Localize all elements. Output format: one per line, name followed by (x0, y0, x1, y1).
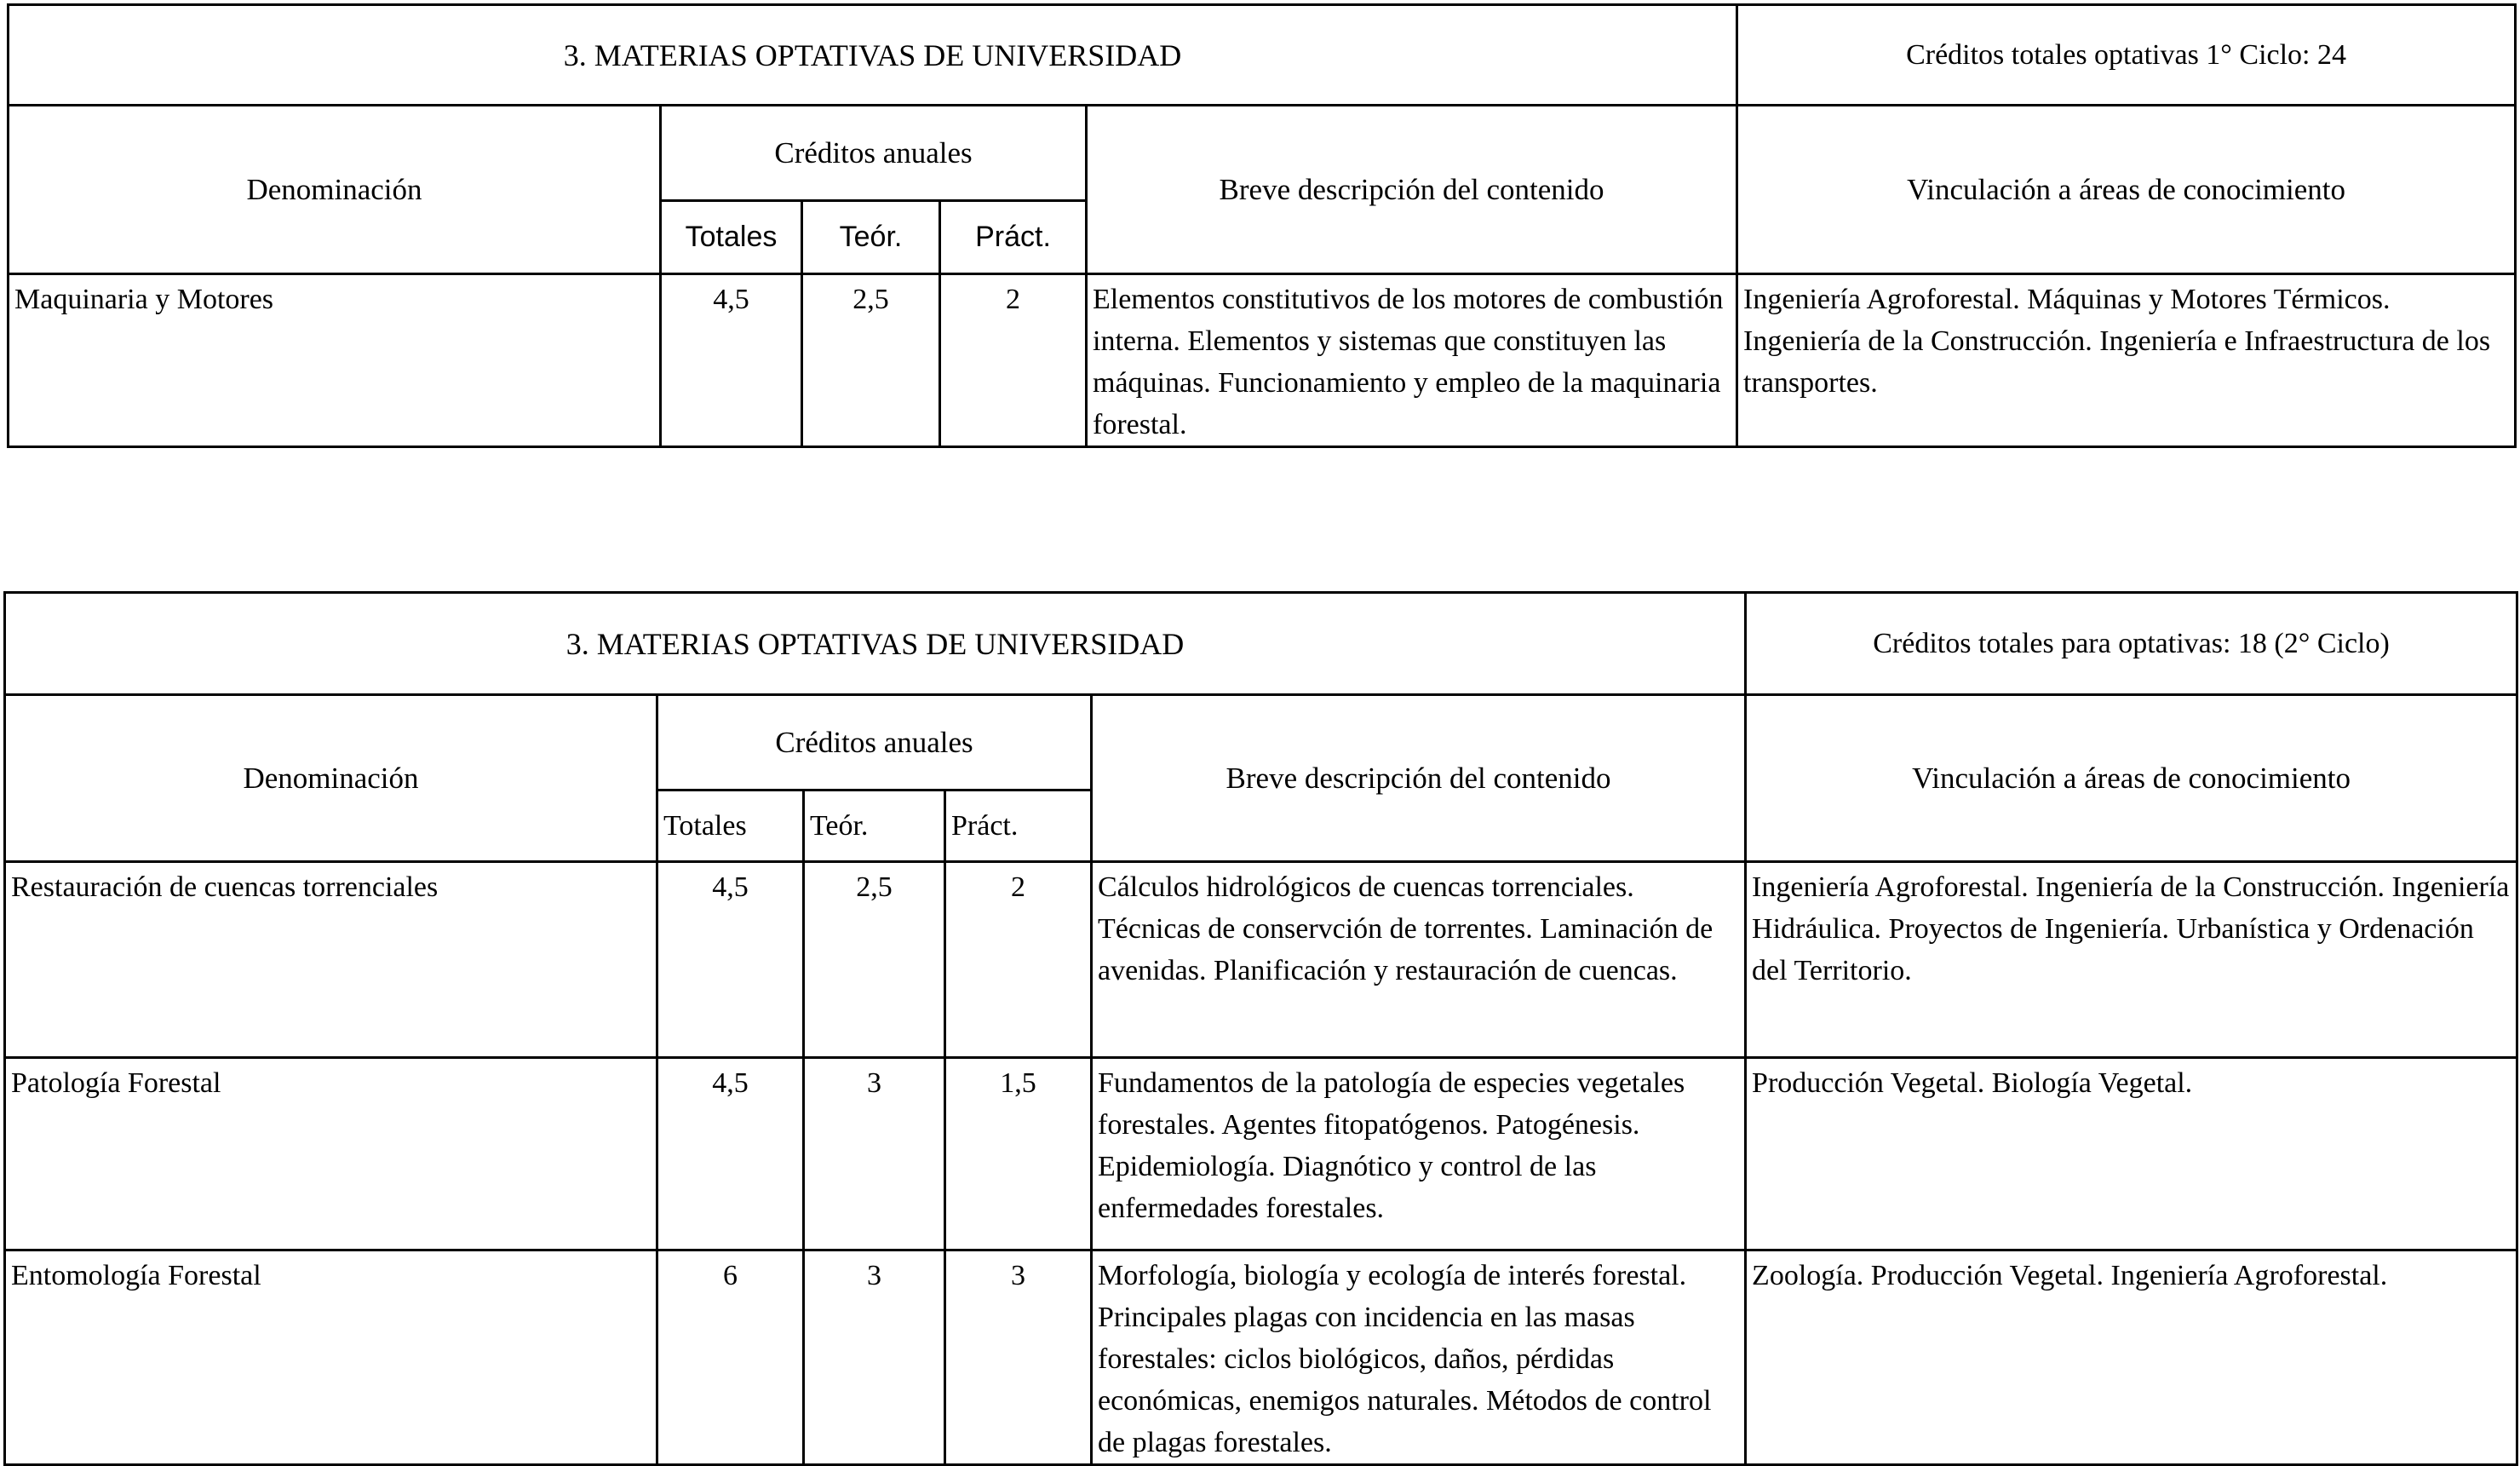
header-vinculacion: Vinculación a áreas de conocimiento (1737, 106, 2516, 274)
knowledge-areas: Producción Vegetal. Biología Vegetal. (1746, 1058, 2517, 1250)
credits-teor: 3 (804, 1058, 945, 1250)
table-row (5, 1250, 2517, 1465)
knowledge-areas: Ingeniería Agroforestal. Máquinas y Motores Térmicos. Ingeniería de la Construcción. Ingeniería e Infraestructura de los transportes. (1737, 274, 2516, 447)
header-totales: Totales (657, 790, 804, 862)
section-title: 3. MATERIAS OPTATIVAS DE UNIVERSIDAD (9, 5, 1737, 106)
subject-name: Maquinaria y Motores (9, 274, 661, 447)
header-creditos-anuales: Créditos anuales (657, 695, 1092, 790)
content-description: Morfología, biología y ecología de interés forestal. Principales plagas con incidencia en las masas forestales: ciclos biológicos, daños, pérdidas económicas, enemigos naturales. Métodos de control de plagas forestales. (1092, 1250, 1746, 1465)
credits-totales: 4,5 (657, 1058, 804, 1250)
header-denominacion: Denominación (5, 695, 657, 862)
table-row (9, 274, 2516, 447)
header-teor: Teór. (802, 201, 940, 274)
credits-pract: 2 (945, 862, 1092, 1058)
total-credits-label: Créditos totales para optativas: 18 (2° Ciclo) (1746, 593, 2517, 695)
credits-teor: 3 (804, 1250, 945, 1465)
optativas-primer-ciclo-table (7, 3, 2517, 448)
knowledge-areas: Ingeniería Agroforestal. Ingeniería de la Construcción. Ingeniería Hidráulica. Proyectos de Ingeniería. Urbanística y Ordenación del Territorio. (1746, 862, 2517, 1058)
header-descripcion: Breve descripción del contenido (1092, 695, 1746, 862)
table-row (5, 862, 2517, 1058)
credits-teor: 2,5 (804, 862, 945, 1058)
header-teor: Teór. (804, 790, 945, 862)
header-pract: Práct. (940, 201, 1087, 274)
content-description: Fundamentos de la patología de especies vegetales forestales. Agentes fitopatógenos. Patogénesis. Epidemiología. Diagnótico y control de las enfermedades forestales. (1092, 1058, 1746, 1250)
credits-teor: 2,5 (802, 274, 940, 447)
total-credits-label: Créditos totales optativas 1° Ciclo: 24 (1737, 5, 2516, 106)
credits-totales: 4,5 (657, 862, 804, 1058)
knowledge-areas: Zoología. Producción Vegetal. Ingeniería Agroforestal. (1746, 1250, 2517, 1465)
header-vinculacion: Vinculación a áreas de conocimiento (1746, 695, 2517, 862)
credits-pract: 2 (940, 274, 1087, 447)
table-row (5, 1058, 2517, 1250)
credits-totales: 6 (657, 1250, 804, 1465)
header-totales: Totales (661, 201, 802, 274)
content-description: Cálculos hidrológicos de cuencas torrenciales. Técnicas de conservción de torrentes. Laminación de avenidas. Planificación y restauración de cuencas. (1092, 862, 1746, 1058)
credits-pract: 1,5 (945, 1058, 1092, 1250)
credits-totales: 4,5 (661, 274, 802, 447)
header-denominacion: Denominación (9, 106, 661, 274)
header-creditos-anuales: Créditos anuales (661, 106, 1087, 201)
optativas-segundo-ciclo-table (3, 591, 2518, 1466)
subject-name: Patología Forestal (5, 1058, 657, 1250)
subject-name: Entomología Forestal (5, 1250, 657, 1465)
header-descripcion: Breve descripción del contenido (1087, 106, 1737, 274)
content-description: Elementos constitutivos de los motores de combustión interna. Elementos y sistemas que constituyen las máquinas. Funcionamiento y empleo de la maquinaria forestal. (1087, 274, 1737, 447)
credits-pract: 3 (945, 1250, 1092, 1465)
header-pract: Práct. (945, 790, 1092, 862)
section-title: 3. MATERIAS OPTATIVAS DE UNIVERSIDAD (5, 593, 1746, 695)
subject-name: Restauración de cuencas torrenciales (5, 862, 657, 1058)
